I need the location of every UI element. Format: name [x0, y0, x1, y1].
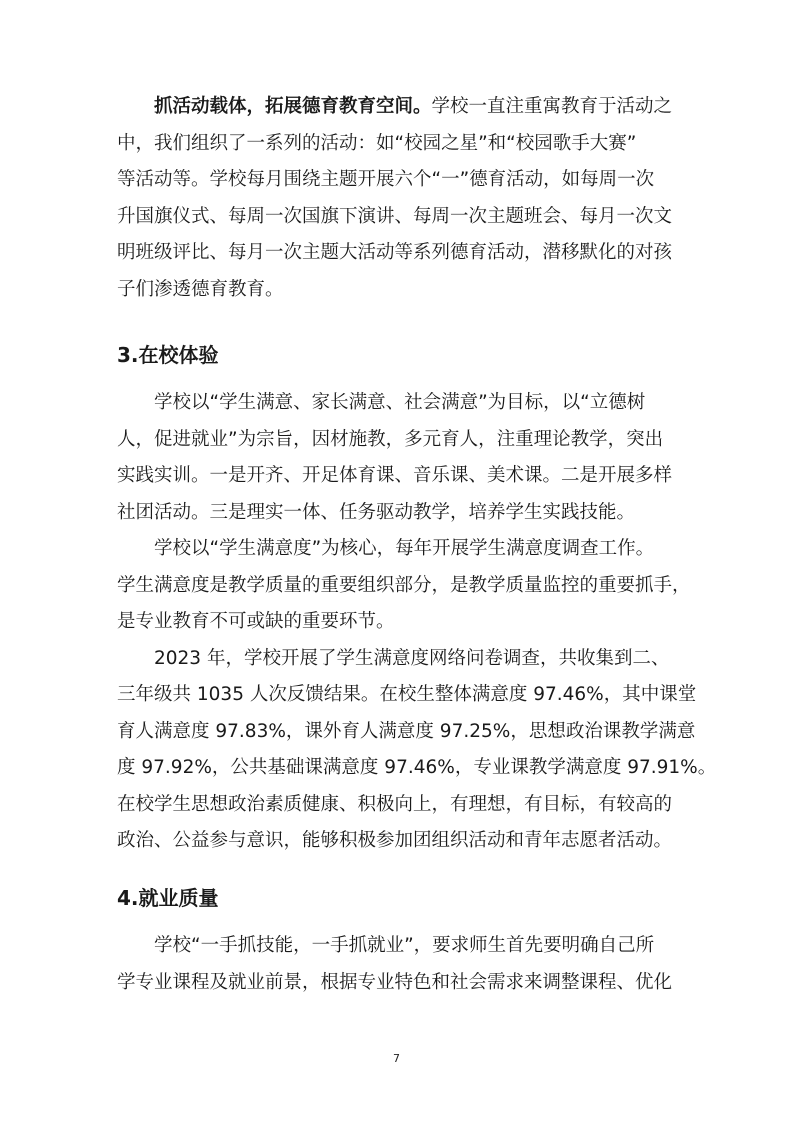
section3-paragraph-2 [117, 531, 691, 641]
intro-line-1 [117, 89, 677, 126]
paragraph-line: 2023 年，学校开展了学生满意度网络问卷调查，共收集到二、 [154, 647, 670, 669]
intro-line: 子们渗透德育教育。 [117, 278, 284, 300]
intro-line: 升国旗仪式、每周一次国旗下演讲、每周一次主题班会、每月一次文 [117, 205, 673, 227]
intro-lead: 抓活动载体，拓展德育教育空间。 [154, 96, 432, 117]
intro-line: 等活动等。学校每月围绕主题开展六个“一”德育活动，如每周一次 [117, 169, 655, 190]
paragraph-line: 在校学生思想政治素质健康、积极向上，有理想，有目标，有较高的 [117, 793, 673, 815]
intro-paragraph [117, 89, 677, 308]
intro-line: 中，我们组织了一系列的活动：如“校园之星”和“校园歌手大赛” [117, 132, 637, 154]
paragraph-line: 育人满意度 97.83%，课外育人满意度 97.25%，思想政治课教学满意 [117, 720, 696, 742]
section-heading-4: 4.就业质量 [117, 886, 219, 910]
paragraph-line: 实践实训。一是开齐、开足体育课、音乐课、美术课。二是开展多样 [117, 465, 673, 486]
paragraph-line: 度 97.92%，公共基础课满意度 97.46%，专业课教学满意度 97.91%。 [117, 757, 717, 778]
section3-paragraph-3 [117, 641, 717, 860]
paragraph-line: 社团活动。三是理实一体、任务驱动教学，培养学生实践技能。 [117, 501, 636, 523]
paragraph-line: 学校“一手抓技能，一手抓就业”，要求师生首先要明确自己所 [154, 935, 655, 956]
paragraph-line: 三年级共 1035 人次反馈结果。在校生整体满意度 97.46%，其中课堂 [117, 684, 697, 705]
paragraph-line: 人，促进就业”为宗旨，因材施教，多元育人，注重理论教学，突出 [117, 428, 664, 450]
page-number: 7 [393, 1052, 400, 1065]
intro-line: 明班级评比、每月一次主题大活动等系列德育活动，潜移默化的对孩 [117, 242, 673, 263]
paragraph-line: 学专业课程及就业前景，根据专业特色和社会需求来调整课程、优化 [117, 971, 673, 993]
section4-body [117, 928, 677, 1001]
section-heading-3: 3.在校体验 [117, 343, 219, 367]
paragraph-line: 是专业教育不可或缺的重要环节。 [117, 611, 395, 632]
paragraph-line: 学校以“学生满意度”为核心，每年开展学生满意度调查工作。 [154, 538, 655, 559]
paragraph-line: 学生满意度是教学质量的重要组织部分，是教学质量监控的重要抓手， [117, 574, 691, 596]
section3-paragraph-1 [117, 385, 677, 531]
paragraph-line: 学校以“学生满意、家长满意、社会满意”为目标，以“立德树 [154, 392, 646, 413]
intro-line-1-text: 学校一直注重寓教育于活动之 [431, 96, 673, 117]
section4-paragraph-1 [117, 928, 677, 1001]
paragraph-line: 政治、公益参与意识，能够积极参加团组织活动和青年志愿者活动。 [117, 830, 673, 851]
section3-body [117, 385, 717, 860]
